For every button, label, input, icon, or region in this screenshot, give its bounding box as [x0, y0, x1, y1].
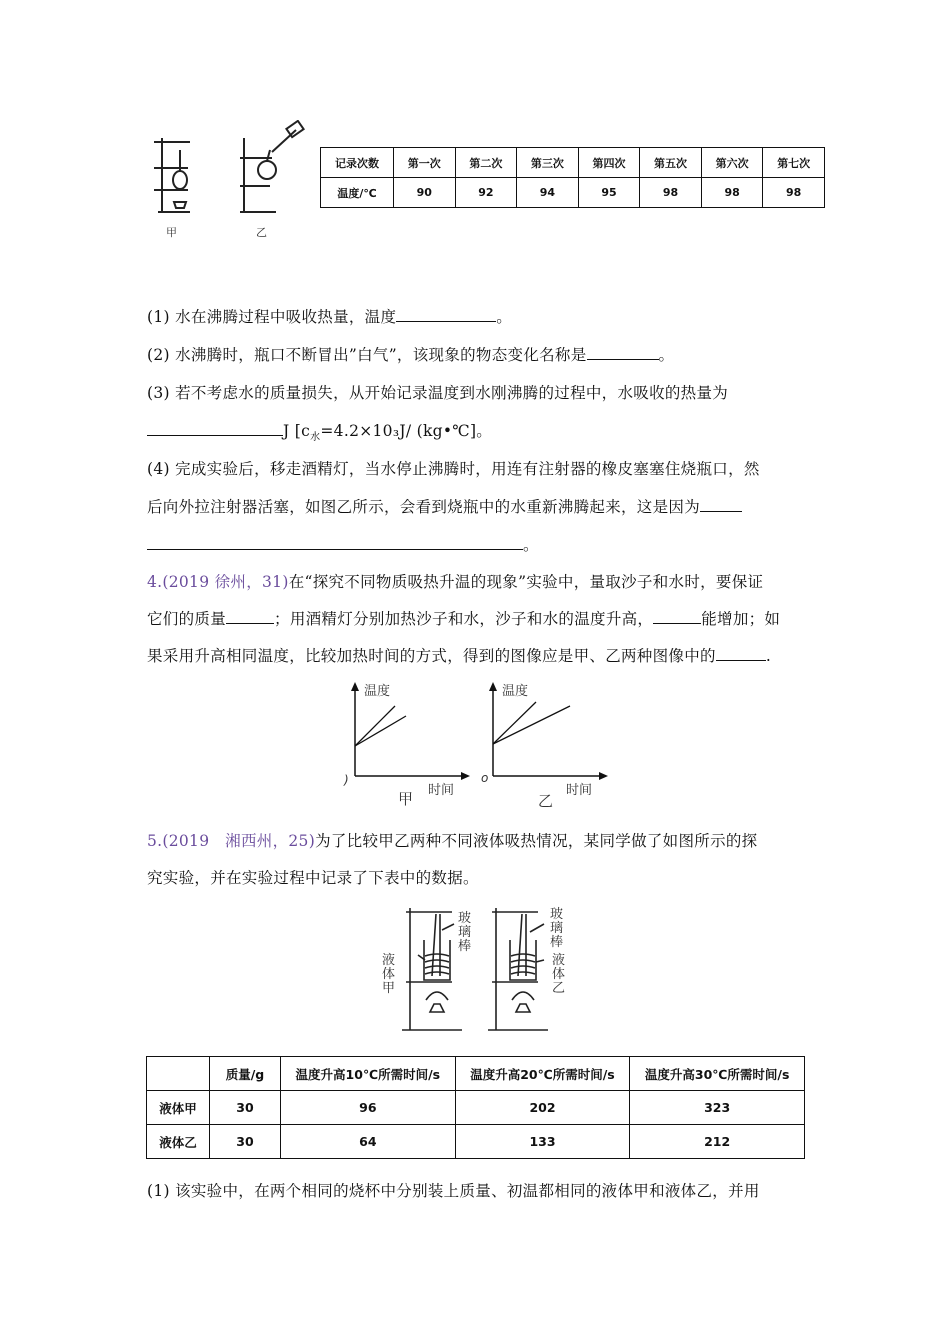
answer-blank: [226, 608, 274, 624]
table-row: [147, 1125, 805, 1159]
q3-part2: (2) 水沸腾时，瓶口不断冒出”白气”，该现象的物态变化名称是 。: [147, 346, 675, 364]
graph-yi-line-steep: [493, 702, 536, 744]
answer-blank: [700, 496, 742, 512]
table-header-cell: 第六次: [701, 148, 763, 178]
table-header-cell: 第二次: [455, 148, 517, 178]
q3-part3: (3) 若不考虑水的质量损失，从开始记录温度到水刚沸腾的过程中，水吸收的热量为: [147, 384, 729, 402]
q3-part4-end: 。: [147, 533, 539, 555]
table-cell: 液体甲: [147, 1091, 210, 1125]
table-header-cell: 温度升高30℃所需时间/s: [630, 1057, 805, 1091]
q5-apparatus-figure: [380, 900, 580, 1042]
table-header-cell: 第七次: [763, 148, 825, 178]
q3-part4-cont: 后向外拉注射器活塞，如图乙所示，会看到烧瓶中的水重新沸腾起来，这是因为: [147, 495, 742, 517]
graph-yi-xlabel: 时间: [566, 783, 593, 798]
table-header-cell: 第一次: [394, 148, 456, 178]
graph-yi-origin: o: [481, 771, 489, 785]
table-header-cell: 温度升高20℃所需时间/s: [455, 1057, 630, 1091]
table-header-cell: 第三次: [517, 148, 579, 178]
table-cell: 92: [455, 178, 517, 208]
table-header-cell: 质量/g: [210, 1057, 281, 1091]
table-header-row: [321, 148, 825, 178]
table-cell: 98: [763, 178, 825, 208]
table-row: [147, 1091, 805, 1125]
table-cell: 90: [394, 178, 456, 208]
graph-yi-ylabel: 温度: [502, 684, 529, 699]
table-cell: 96: [281, 1091, 456, 1125]
q4-source: (2019 徐州，31): [162, 573, 289, 591]
table-cell: 202: [455, 1091, 630, 1125]
table-row-label: 温度/℃: [321, 178, 394, 208]
q4-line3: 果采用升高相同温度，比较加热时间的方式，得到的图像应是甲、乙两种图像中的 .: [147, 647, 772, 665]
answer-blank: [716, 645, 766, 661]
answer-blank: [147, 534, 523, 550]
q5-source: (2019 湘西州，25): [162, 832, 316, 850]
table-cell: 30: [210, 1125, 281, 1159]
q5-line1: 5.(2019 湘西州，25)为了比较甲乙两种不同液体吸热情况，某同学做了如图所示的探: [147, 832, 758, 850]
answer-blank: [147, 420, 283, 436]
graph-jia-xlabel: 时间: [428, 783, 455, 798]
graph-jia-name: 甲: [398, 790, 414, 808]
q3-part3-cont: J [$c_水=4.2\times 10_3J/$ (kg•℃]。: [147, 419, 492, 443]
table-cell: 98: [701, 178, 763, 208]
answer-blank: [396, 306, 496, 322]
graph-yi-line-shallow: [493, 706, 570, 744]
q5-line2: 究实验，并在实验过程中记录了下表中的数据。: [147, 869, 479, 887]
table-cell: 95: [578, 178, 640, 208]
q5-label-rod-right: 玻璃棒: [550, 907, 564, 950]
q5-label-rod-left: 玻璃棒: [458, 911, 472, 954]
q4-line1: 4.(2019 徐州，31)在“探究不同物质吸热升温的现象”实验中，量取沙子和水时，要保证: [147, 573, 764, 591]
apparatus-label-yi: 乙: [256, 226, 267, 239]
table-cell: 323: [630, 1091, 805, 1125]
apparatus-label-jia: 甲: [166, 226, 177, 239]
table-row: [321, 178, 825, 208]
table-header-cell: 第四次: [578, 148, 640, 178]
graph-jia-ylabel: 温度: [364, 684, 391, 699]
table-cell: 94: [517, 178, 579, 208]
q5-number: 5.: [147, 832, 163, 850]
answer-blank: [653, 608, 701, 624]
graph-yi-name: 乙: [538, 792, 554, 810]
table-header-cell: 温度升高10℃所需时间/s: [281, 1057, 456, 1091]
liquid-heating-table: [146, 1056, 805, 1159]
table-cell: 液体乙: [147, 1125, 210, 1159]
answer-blank: [587, 344, 659, 360]
q5-label-liquid-jia: 液体甲: [382, 953, 396, 996]
table-header-cell: 第五次: [640, 148, 702, 178]
graph-jia-origin: ): [344, 773, 349, 787]
q5-sub1: (1) 该实验中，在两个相同的烧杯中分别装上质量、初温都相同的液体甲和液体乙，并用: [147, 1182, 760, 1200]
temperature-record-table: [320, 147, 825, 208]
graph-jia: [340, 678, 470, 813]
table-cell: 30: [210, 1091, 281, 1125]
table-header-cell: 记录次数: [321, 148, 394, 178]
table-cell: 133: [455, 1125, 630, 1159]
apparatus-figure: [148, 120, 318, 245]
q3-part4: (4) 完成实验后，移走酒精灯，当水停止沸腾时，用连有注射器的橡皮塞塞住烧瓶口，然: [147, 460, 760, 478]
table-cell: 98: [640, 178, 702, 208]
table-cell: 64: [281, 1125, 456, 1159]
q4-line2: 它们的质量 ；用酒精灯分别加热沙子和水，沙子和水的温度升高， 能增加；如: [147, 610, 781, 628]
q4-number: 4.: [147, 573, 163, 591]
table-header-row: [147, 1057, 805, 1091]
q3-part1: (1) 水在沸腾过程中吸收热量，温度 。: [147, 308, 513, 326]
q5-label-liquid-yi: 液体乙: [552, 953, 566, 996]
graph-yi: [478, 678, 608, 813]
table-header-cell: [147, 1057, 210, 1091]
table-cell: 212: [630, 1125, 805, 1159]
